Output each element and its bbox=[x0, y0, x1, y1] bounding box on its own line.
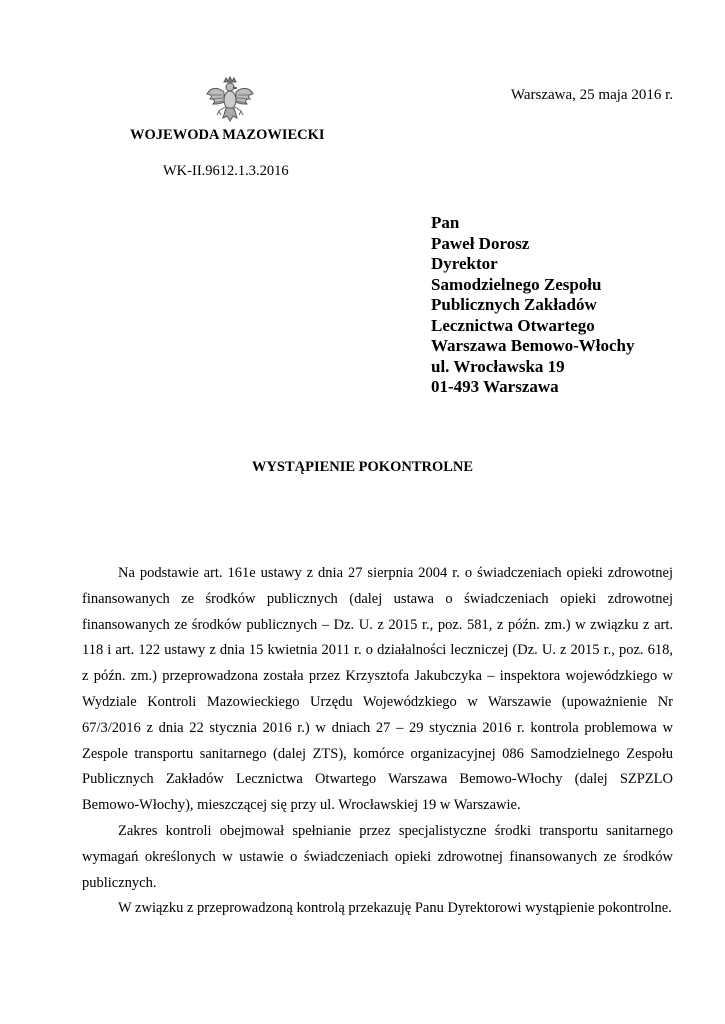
addressee-line: 01-493 Warszawa bbox=[431, 377, 559, 396]
addressee-line: Samodzielnego Zespołu bbox=[431, 274, 602, 294]
document-title: WYSTĄPIENIE POKONTROLNE bbox=[251, 459, 474, 475]
polish-eagle-emblem-icon bbox=[205, 76, 255, 124]
addressee-line: ul. Wrocławska 19 bbox=[431, 356, 565, 376]
addressee-block bbox=[431, 213, 635, 398]
addressee-line: Warszawa Bemowo-Włochy bbox=[431, 336, 635, 355]
addressee-line: Dyrektor bbox=[431, 254, 498, 273]
place-and-date: Warszawa, 25 maja 2016 r. bbox=[510, 87, 673, 103]
body-paragraph: W związku z przeprowadzoną kontrolą przekazuję Panu Dyrektorowi wystąpienie pokontrolne. bbox=[118, 900, 672, 917]
issuer-title: WOJEWODA MAZOWIECKI bbox=[130, 127, 325, 143]
addressee-line: Paweł Dorosz bbox=[431, 233, 530, 253]
addressee-line: Pan bbox=[431, 213, 460, 232]
addressee-line: Publicznych Zakładów bbox=[431, 295, 597, 314]
document-body bbox=[82, 561, 673, 922]
case-reference-number: WK-II.9612.1.3.2016 bbox=[163, 163, 289, 179]
body-paragraph: Na podstawie art. 161e ustawy z dnia 27 sierpnia 2004 r. o świadczeniach opieki zdrowotnej finansowanych ze środków publicznych (dalej ustawa o świadczeniach opieki zdrowotnej finansowanych ze środków publicznych – Dz. U. z 2015 r., poz. 581, z późn. zm.) w związku z art. 118 i art. 122 ustawy z dnia 15 kwietnia 2011 r. o działalności leczniczej (Dz. U. z 2015 r., poz. 618, z późn. zm.) przeprowadzona została przez Krzysztofa Jakubczyka – inspektora wojewódzkiego w Wydziale Kontroli Mazowieckiego Urzędu Wojewódzkiego w Warszawie (upoważnienie Nr 67/3/2016 z dnia 22 stycznia 2016 r.) w dniach 27 – 29 stycznia 2016 r. kontrola problemowa w Zespole transportu sanitarnego (dalej ZTS), komórce organizacyjnej 086 Samodzielnego Zespołu Publicznych Zakładów Lecznictwa Otwartego Warszawa Bemowo-Włochy (dalej SZPZLO Bemowo-Włochy), mieszczącej się przy ul. Wrocławskiej 19 w Warszawie. bbox=[82, 565, 673, 814]
body-paragraph: Zakres kontroli obejmował spełnianie przez specjalistyczne środki transportu sanitarnego wymagań określonych w ustawie o świadczeniach opieki zdrowotnej finansowanych ze środków publicznych. bbox=[82, 822, 673, 891]
addressee-line: Lecznictwa Otwartego bbox=[431, 315, 595, 335]
